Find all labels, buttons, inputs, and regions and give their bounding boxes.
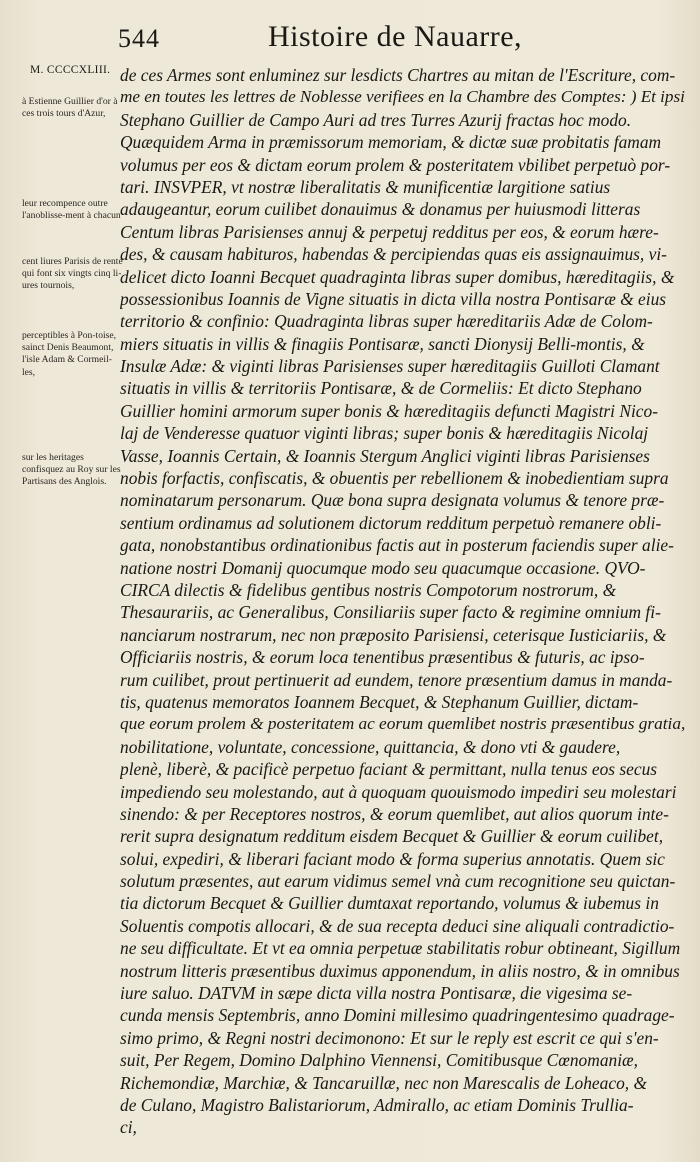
text-line: adaugeantur, eorum cuilibet donauimus & donamus per huiusmodi litteras	[120, 199, 641, 220]
text-line: Richemondiæ, Marchiæ, & Tancaruillæ, nec non Marescalis de Loheaco, &	[120, 1072, 647, 1093]
text-line: rerit supra designatum redditum eisdem Becquet & Guillier & eorum cuilibet,	[120, 826, 664, 847]
text-line: rum cuilibet, prout pertinuerit ad eundem, tenore præsentium damus in manda-	[120, 669, 673, 690]
body-text	[120, 64, 685, 1139]
page-number: 544	[118, 24, 160, 53]
text-line: solui, expediri, & liberari faciant modo & forma superius annotatis. Quem sic	[120, 848, 665, 869]
text-line: sentium ordinamus ad solutionem dictorum redditum perpetuò remanere obli-	[120, 512, 662, 533]
text-line: de Culano, Magistro Balistariorum, Admirallo, ac etiam Dominis Trullia-	[120, 1094, 634, 1115]
text-line: Soluentis compotis allocari, & de sua recepta deduci sine aliquali contradictio-	[120, 915, 675, 936]
text-line: tia dictorum Becquet & Guillier dumtaxat reportando, volumus & iubemus in	[120, 893, 659, 914]
text-line: Vasse, Ioannis Certain, & Ioannis Stergum Anglici viginti libras Parisienses	[120, 445, 650, 466]
text-line: de ces Armes sont enluminez sur lesdicts Chartres au mitan de l'Escriture, com-	[120, 65, 676, 85]
page-header	[0, 18, 700, 62]
text-line: Insulæ Adæ: & viginti libras Parisienses super hæreditagiis Guilloti Clamant	[120, 356, 660, 377]
text-line: Officiariis nostris, & eorum loca tenentibus præsentibus & futuris, ac ipso-	[120, 647, 645, 668]
text-line: plenè, liberè, & pacificè perpetuo faciant & permittant, nulla tenus eos secus	[120, 759, 658, 780]
text-line: laj de Venderesse quatuor viginti libras; super bonis & hæreditagiis Nicolaj	[120, 423, 649, 444]
text-line: Thesaurariis, ac Generalibus, Consiliariis super facto & regimine omnium fi-	[120, 602, 661, 623]
text-line: CIRCA dilectis & fidelibus gentibus nostris Compotorum nostrorum, &	[120, 579, 617, 600]
margin-year: M. CCCCXLIII.	[30, 64, 111, 76]
text-line: cunda mensis Septembris, anno Domini millesimo quadringentesimo quadrage-	[120, 1005, 675, 1026]
text-line: des, & causam habituros, habendas & percipiendas quas eis assignauimus, vi-	[120, 244, 667, 265]
text-line: Quæquidem Arma in præmissorum memoriam, & dictæ suæ probitatis famam	[120, 132, 662, 153]
text-line: situatis in villis & territoriis Pontisaræ, & de Cormeliis: Et dicto Stephano	[120, 378, 642, 399]
text-line: Centum libras Parisienses annuj & perpetuj redditus per eos, & eorum hære-	[120, 221, 659, 242]
text-line: ne seu difficultate. Et vt ea omnia perpetuæ stabilitatis robur obtineant, Sigillum	[120, 938, 681, 959]
sidenote-heritages: sur les heritages confisquez au Roy sur les Partisans des Anglois.	[22, 452, 121, 488]
sidenote-recompense: leur recompence outre l'anoblisse-ment à chacun	[22, 198, 121, 222]
text-line: Stephano Guillier de Campo Auri ad tres Turres Azurij fractas hoc modo.	[120, 109, 632, 130]
text-line: nanciarum nostrarum, nec non præposito Parisiensi, ceterisque Iusticiariis, &	[120, 624, 667, 645]
text-line: gata, nonobstantibus ordinationibus factis aut in posterum faciendis super alie-	[120, 535, 674, 556]
sidenote-arms: à Estienne Guillier d'or à ces trois tours d'Azur,	[22, 96, 118, 120]
text-line: tari. INSVPER, vt nostræ liberalitatis & munificentiæ largitione satius	[120, 176, 611, 197]
text-line: nominatarum personarum. Quæ bona supra designata volumus & tenore præ-	[120, 490, 665, 511]
text-line: volumus per eos & dictam eorum prolem & posteritatem vbilibet perpetuò por-	[120, 154, 671, 175]
text-line: solutum præsentes, aut earum vidimus semel vnà cum recognitione seu quictan-	[120, 871, 676, 892]
text-line: miers situatis in villis & finagiis Pontisaræ, sancti Dionysij Belli-montis, &	[120, 333, 645, 354]
text-line: nostrum litteris præsentibus duximus apponendum, in aliis nostro, & in omnibus	[120, 960, 680, 981]
text-line: iure saluo. DATVM in sæpe dicta villa nostra Pontisaræ, die vigesima se-	[120, 983, 633, 1004]
text-line: sinendo: & per Receptores nostros, & eorum quemlibet, aut alios quorum inte-	[120, 803, 669, 824]
text-line: ci,	[120, 1117, 137, 1138]
text-line: nobilitatione, voluntate, concessione, quittancia, & dono vti & gaudere,	[120, 736, 621, 757]
text-line: impediendo seu molestando, aut à quoquam quouismodo impediri seu molestari	[120, 781, 677, 802]
text-line: suit, Per Regem, Domino Dalphino Viennensi, Comitibusque Cœnomaniæ,	[120, 1050, 638, 1071]
text-line: me en toutes les lettres de Noblesse verifiees en la Chambre des Comptes: ) Et ipsi	[120, 87, 685, 107]
text-line: simo primo, & Regni nostri decimonono: Et sur le reply est escrit ce qui s'en-	[120, 1027, 659, 1048]
text-line: que eorum prolem & posteritatem ac eorum quemlibet nostris præsentibus gratia,	[120, 714, 685, 734]
text-line: natione nostri Domanij quocumque modo seu quacumque occasione. QVO-	[120, 557, 646, 578]
text-line: tis, quatenus memoratos Ioannem Becquet, & Stephanum Guillier, dictam-	[120, 691, 639, 712]
text-line: nobis forfactis, confiscatis, & obuentis per rebellionem & inobedientiam supra	[120, 468, 669, 489]
sidenote-perceptibles: perceptibles à Pon-toise, sainct Denis Beaumont, l'isle Adam & Cormeil-les,	[22, 330, 117, 378]
text-line: Guillier homini armorum super bonis & hæreditagiis defuncti Magistri Nico-	[120, 400, 658, 421]
sidenote-rente: cent liures Parisis de rente qui font six vingts cinq li-ures tournois,	[22, 256, 123, 292]
running-title: Histoire de Nauarre,	[268, 20, 523, 53]
text-line: territorio & confinio: Quadraginta libras super hæreditariis Adæ de Colom-	[120, 311, 653, 332]
text-line: delicet dicto Ioanni Becquet quadraginta libras super domibus, hæreditagiis, &	[120, 266, 675, 287]
text-line: possessionibus Ioannis de Vigne situatis in dicta villa nostra Pontisaræ & eius	[120, 288, 667, 309]
